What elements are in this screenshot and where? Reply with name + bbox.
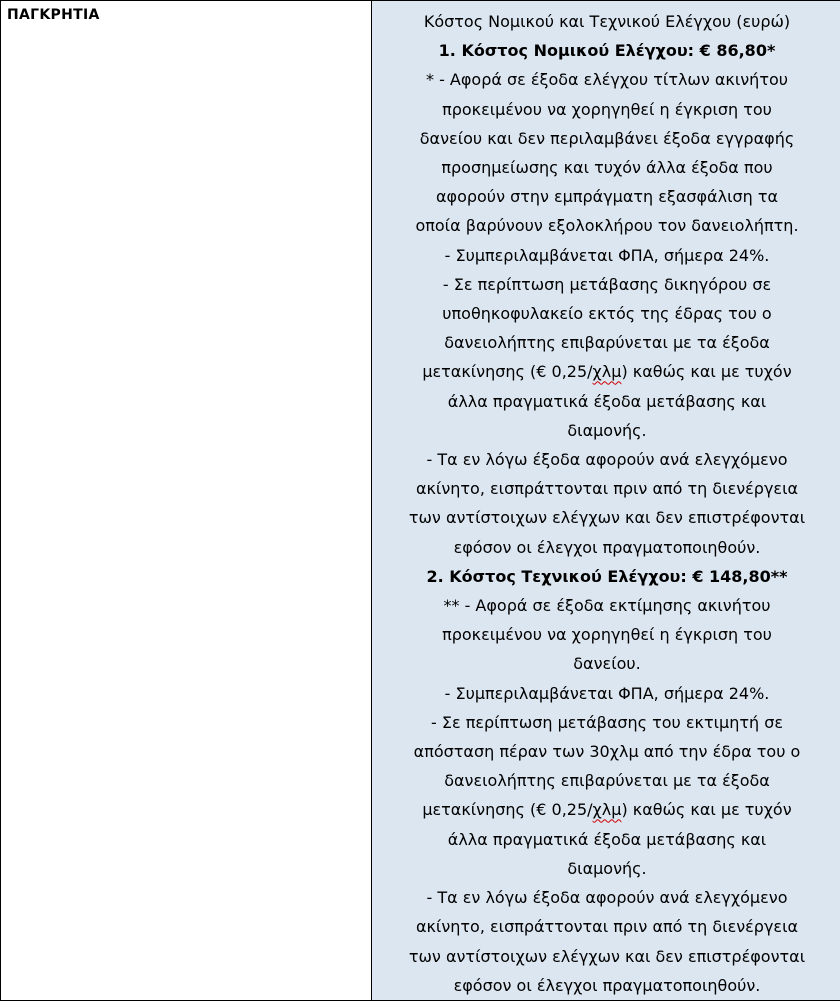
legal-note-line: προσημείωσης και τυχόν άλλα έξοδα που bbox=[376, 153, 838, 182]
legal-note-line: αφορούν στην εμπράγματη εξασφάλιση τα bbox=[376, 182, 838, 211]
travel-rate-text: μετακίνησης (€ 0,25/ bbox=[422, 362, 592, 381]
technical-fees-line: των αντίστοιχων ελέγχων και δεν επιστρέφονται bbox=[376, 942, 838, 971]
technical-travel-line bbox=[376, 795, 838, 824]
legal-travel-line: υποθηκοφυλακείο εκτός της έδρας του ο bbox=[376, 299, 838, 328]
travel-rate-suffix: ) καθώς και με τυχόν bbox=[621, 362, 791, 381]
travel-rate-suffix: ) καθώς και με τυχόν bbox=[621, 800, 791, 819]
technical-note-line: δανείου. bbox=[376, 649, 838, 678]
legal-note-line: * - Αφορά σε έξοδα ελέγχου τίτλων ακινήτου bbox=[376, 65, 838, 94]
legal-check-cost-title: 1. Κόστος Νομικού Ελέγχου: € 86,80* bbox=[376, 36, 838, 65]
technical-check-cost-title: 2. Κόστος Τεχνικού Ελέγχου: € 148,80** bbox=[376, 562, 838, 591]
legal-fees-line: εφόσον οι έλεγχοι πραγματοποιηθούν. bbox=[376, 533, 838, 562]
technical-travel-line: δανειολήπτης επιβαρύνεται με τα έξοδα bbox=[376, 766, 838, 795]
technical-travel-line: απόσταση πέραν των 30χλμ από την έδρα του ο bbox=[376, 737, 838, 766]
cost-details-cell bbox=[372, 1, 840, 1001]
legal-fees-line: των αντίστοιχων ελέγχων και δεν επιστρέφονται bbox=[376, 503, 838, 532]
technical-note-line: ** - Αφορά σε έξοδα εκτίμησης ακινήτου bbox=[376, 591, 838, 620]
legal-travel-line: - Σε περίπτωση μετάβασης δικηγόρου σε bbox=[376, 270, 838, 299]
table-row bbox=[1, 1, 840, 1001]
region-cell bbox=[1, 1, 372, 1001]
travel-rate-text: μετακίνησης (€ 0,25/ bbox=[422, 800, 592, 819]
legal-travel-line: διαμονής. bbox=[376, 416, 838, 445]
km-unit-text: χλμ bbox=[593, 800, 622, 819]
legal-travel-line: άλλα πραγματικά έξοδα μετάβασης και bbox=[376, 387, 838, 416]
cost-heading: Κόστος Νομικού και Τεχνικού Ελέγχου (ευρώ) bbox=[376, 7, 838, 36]
cost-details-text bbox=[372, 1, 840, 1000]
legal-note-line: οποία βαρύνουν εξολοκλήρου τον δανειολήπτη. bbox=[376, 211, 838, 240]
legal-fees-line: ακίνητο, εισπράττονται πριν από τη διενέργεια bbox=[376, 474, 838, 503]
legal-note-line: προκειμένου να χορηγηθεί η έγκριση του bbox=[376, 95, 838, 124]
technical-travel-line: άλλα πραγματικά έξοδα μετάβασης και bbox=[376, 825, 838, 854]
legal-vat-line: - Συμπεριλαμβάνεται ΦΠΑ, σήμερα 24%. bbox=[376, 241, 838, 270]
technical-note-line: προκειμένου να χορηγηθεί η έγκριση του bbox=[376, 620, 838, 649]
technical-travel-line: διαμονής. bbox=[376, 854, 838, 883]
technical-fees-line: - Τα εν λόγω έξοδα αφορούν ανά ελεγχόμενο bbox=[376, 883, 838, 912]
technical-fees-line: εφόσον οι έλεγχοι πραγματοποιηθούν. bbox=[376, 971, 838, 1000]
technical-travel-line: - Σε περίπτωση μετάβασης του εκτιμητή σε bbox=[376, 708, 838, 737]
technical-fees-line: ακίνητο, εισπράττονται πριν από τη διενέργεια bbox=[376, 912, 838, 941]
legal-fees-line: - Τα εν λόγω έξοδα αφορούν ανά ελεγχόμενο bbox=[376, 445, 838, 474]
legal-travel-line: δανειολήπτης επιβαρύνεται με τα έξοδα bbox=[376, 328, 838, 357]
technical-vat-line: - Συμπεριλαμβάνεται ΦΠΑ, σήμερα 24%. bbox=[376, 679, 838, 708]
region-label: ΠΑΓΚΡΗΤΙΑ bbox=[1, 1, 371, 23]
legal-note-line: δανείου και δεν περιλαμβάνει έξοδα εγγραφής bbox=[376, 124, 838, 153]
km-unit-text: χλμ bbox=[593, 362, 622, 381]
legal-travel-line bbox=[376, 357, 838, 386]
